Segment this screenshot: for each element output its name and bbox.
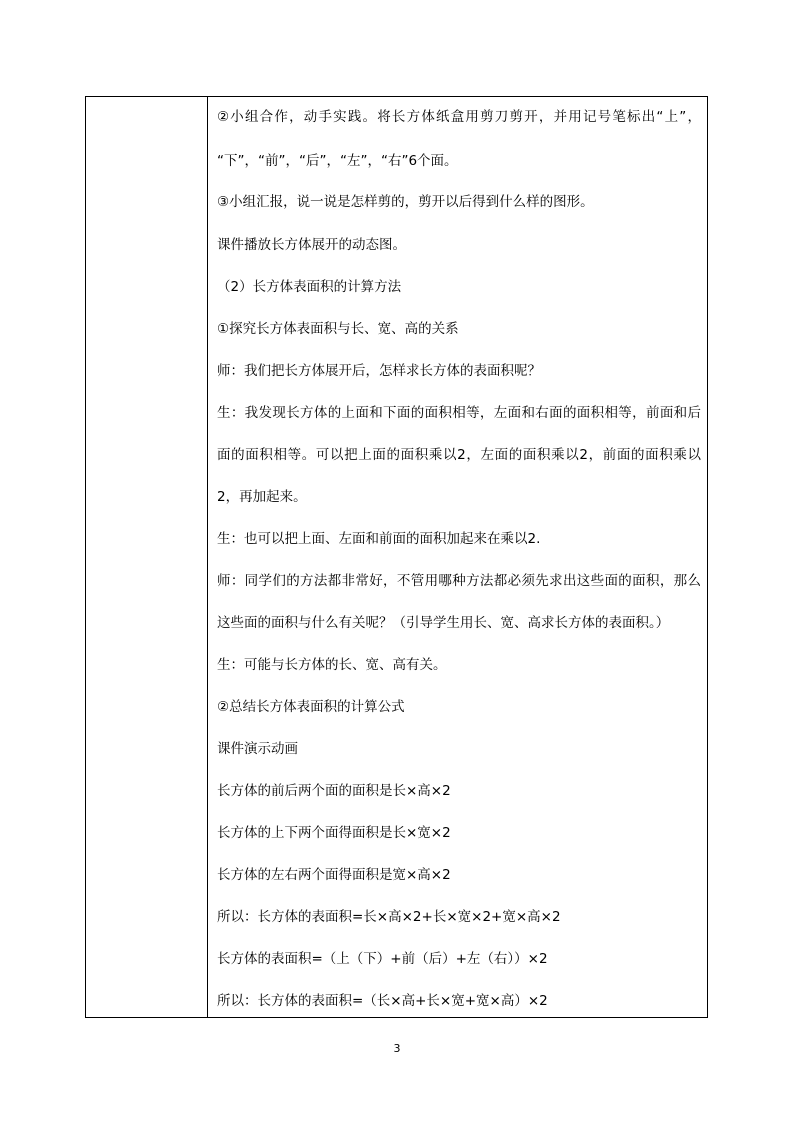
text-line: 长方体的上下两个面得面积是长×宽×2	[217, 825, 451, 841]
text-line: ①探究长方体表面积与长、宽、高的关系	[217, 321, 459, 337]
text-line: 这些面的面积与什么有关呢？（引导学生用长、宽、高求长方体的表面积。）	[217, 615, 670, 631]
text-line: 生：也可以把上面、左面和前面的面积加起来在乘以2.	[217, 531, 541, 547]
text-line: ②总结长方体表面积的计算公式	[217, 699, 405, 715]
table-left-cell	[86, 97, 208, 1017]
text-line: 生：可能与长方体的长、宽、高有关。	[217, 657, 447, 673]
page-number: 3	[393, 1042, 401, 1055]
formula-line: 所以：长方体的表面积=（长×高+长×宽+宽×高）×2	[217, 993, 548, 1009]
text-line: 2，再加起来。	[217, 489, 307, 505]
text-line: “下”，“前”，“后”，“左”，“右”6个面。	[217, 153, 458, 169]
text-line: 课件演示动画	[217, 741, 298, 757]
table-right-cell	[208, 97, 707, 1017]
text-line: 师：同学们的方法都非常好，不管用哪种方法都必须先求出这些面的面积，那么	[217, 573, 701, 589]
text-line: 长方体的左右两个面得面积是宽×高×2	[217, 867, 451, 883]
text-line: ③小组汇报，说一说是怎样剪的，剪开以后得到什么样的图形。	[217, 194, 594, 210]
lesson-table	[85, 96, 708, 1018]
text-line: 长方体的前后两个面的面积是长×高×2	[217, 783, 451, 799]
text-line: 生：我发现长方体的上面和下面的面积相等，左面和右面的面积相等，前面和后	[217, 405, 701, 421]
section-heading: （2）长方体表面积的计算方法	[217, 279, 402, 295]
formula-line: 所以：长方体的表面积=长×高×2+长×宽×2+宽×高×2	[217, 909, 561, 925]
text-line: 师：我们把长方体展开后，怎样求长方体的表面积呢？	[217, 363, 541, 379]
text-line: ②小组合作，动手实践。将长方体纸盒用剪刀剪开，并用记号笔标出“上”，	[217, 109, 701, 125]
text-line: 课件播放长方体展开的动态图。	[217, 237, 406, 253]
text-line: 面的面积相等。可以把上面的面积乘以2，左面的面积乘以2，前面的面积乘以	[217, 447, 701, 463]
formula-line: 长方体的表面积=（上（下）+前（后）+左（右））×2	[217, 951, 548, 967]
